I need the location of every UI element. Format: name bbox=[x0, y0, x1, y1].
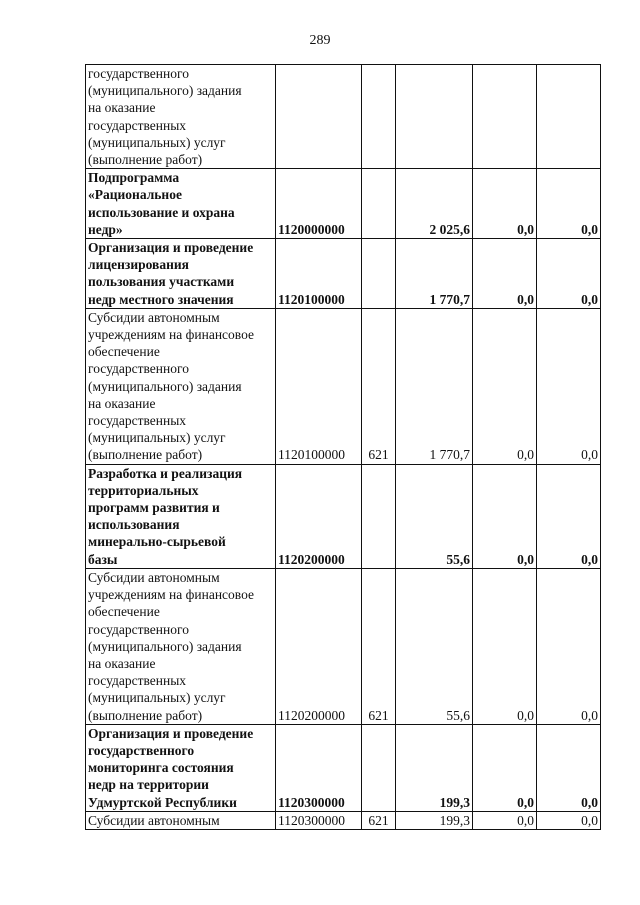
amount-cell-1-text: 55,6 bbox=[446, 707, 470, 723]
amount-cell-1 bbox=[396, 239, 473, 309]
amount-cell-1-text: 1 770,7 bbox=[429, 291, 470, 307]
amount-cell-3 bbox=[537, 239, 601, 309]
row-name-cell-text: Разработка и реализация территориальных программ развития и использования минерально-сырьевой базы bbox=[88, 465, 243, 567]
expense-type-cell-text: 621 bbox=[368, 707, 389, 723]
amount-cell-1-text: 2 025,6 bbox=[429, 221, 470, 237]
row-name-cell bbox=[86, 724, 276, 811]
budget-table bbox=[85, 64, 601, 830]
expense-type-cell bbox=[362, 239, 396, 309]
amount-cell-3-text: 0,0 bbox=[581, 812, 598, 828]
row-name-cell bbox=[86, 65, 276, 169]
expense-type-cell bbox=[362, 464, 396, 568]
amount-cell-2-text: 0,0 bbox=[517, 794, 534, 810]
row-name-cell bbox=[86, 169, 276, 239]
amount-cell-2 bbox=[473, 568, 537, 724]
amount-cell-1-text: 199,3 bbox=[439, 812, 470, 828]
amount-cell-3-text: 0,0 bbox=[581, 707, 598, 723]
amount-cell-2-text: 0,0 bbox=[517, 707, 534, 723]
row-name-cell-text: Организация и проведение государственного мониторинга состояния недр на территории Удмуртской Республики bbox=[88, 725, 254, 810]
row-name-cell-text: Субсидии автономным учреждениям на финансовое обеспечение государственного (муниципального) задания на оказание государственных (муниципальных) услуг (выполнение работ) bbox=[88, 569, 254, 723]
amount-cell-1 bbox=[396, 724, 473, 811]
table-row bbox=[86, 724, 601, 811]
amount-cell-2 bbox=[473, 65, 537, 169]
table-row bbox=[86, 169, 601, 239]
amount-cell-1 bbox=[396, 169, 473, 239]
target-code-cell bbox=[276, 568, 362, 724]
row-name-cell-text: Субсидии автономным bbox=[88, 812, 220, 828]
target-code-cell-text: 1120300000 bbox=[278, 794, 345, 810]
row-name-cell-text: Субсидии автономным учреждениям на финансовое обеспечение государственного (муниципального) задания на оказание государственных (муниципальных) услуг (выполнение работ) bbox=[88, 309, 254, 463]
target-code-cell bbox=[276, 65, 362, 169]
amount-cell-1-text: 199,3 bbox=[439, 794, 470, 810]
target-code-cell-text: 1120200000 bbox=[278, 551, 345, 567]
amount-cell-3 bbox=[537, 811, 601, 829]
row-name-cell bbox=[86, 464, 276, 568]
expense-type-cell bbox=[362, 811, 396, 829]
target-code-cell-text: 1120100000 bbox=[278, 291, 345, 307]
amount-cell-3 bbox=[537, 169, 601, 239]
expense-type-cell-text: 621 bbox=[368, 812, 389, 828]
amount-cell-3 bbox=[537, 308, 601, 464]
row-name-cell-text: Организация и проведение лицензирования пользования участками недр местного значения bbox=[88, 240, 254, 307]
expense-type-cell bbox=[362, 724, 396, 811]
table-row bbox=[86, 811, 601, 829]
budget-table-body bbox=[86, 65, 601, 830]
amount-cell-3-text: 0,0 bbox=[581, 447, 598, 463]
amount-cell-1 bbox=[396, 464, 473, 568]
target-code-cell bbox=[276, 724, 362, 811]
amount-cell-1 bbox=[396, 568, 473, 724]
target-code-cell-text: 1120000000 bbox=[278, 221, 345, 237]
amount-cell-1 bbox=[396, 811, 473, 829]
amount-cell-3 bbox=[537, 464, 601, 568]
target-code-cell bbox=[276, 811, 362, 829]
expense-type-cell bbox=[362, 308, 396, 464]
amount-cell-3 bbox=[537, 568, 601, 724]
table-row bbox=[86, 464, 601, 568]
amount-cell-3 bbox=[537, 724, 601, 811]
table-row bbox=[86, 65, 601, 169]
row-name-cell bbox=[86, 308, 276, 464]
amount-cell-3-text: 0,0 bbox=[581, 794, 598, 810]
amount-cell-3-text: 0,0 bbox=[581, 221, 598, 237]
target-code-cell-text: 1120200000 bbox=[278, 707, 345, 723]
page-number: 289 bbox=[309, 33, 331, 48]
amount-cell-1 bbox=[396, 65, 473, 169]
expense-type-cell bbox=[362, 568, 396, 724]
table-row bbox=[86, 308, 601, 464]
amount-cell-1-text: 55,6 bbox=[446, 551, 470, 567]
expense-type-cell bbox=[362, 65, 396, 169]
target-code-cell bbox=[276, 308, 362, 464]
amount-cell-2-text: 0,0 bbox=[517, 221, 534, 237]
amount-cell-2 bbox=[473, 811, 537, 829]
table-row bbox=[86, 568, 601, 724]
amount-cell-2-text: 0,0 bbox=[517, 291, 534, 307]
row-name-cell-text: государственного (муниципального) задания на оказание государственных (муниципальных) услуг (выполнение работ) bbox=[88, 66, 242, 168]
expense-type-cell bbox=[362, 169, 396, 239]
amount-cell-2 bbox=[473, 239, 537, 309]
row-name-cell bbox=[86, 811, 276, 829]
table-row bbox=[86, 239, 601, 309]
row-name-cell-text: Подпрограмма «Рациональное использование и охрана недр» bbox=[88, 170, 235, 237]
target-code-cell bbox=[276, 239, 362, 309]
amount-cell-2-text: 0,0 bbox=[517, 551, 534, 567]
amount-cell-2 bbox=[473, 464, 537, 568]
amount-cell-3-text: 0,0 bbox=[581, 291, 598, 307]
row-name-cell bbox=[86, 568, 276, 724]
amount-cell-2-text: 0,0 bbox=[517, 812, 534, 828]
target-code-cell-text: 1120300000 bbox=[278, 812, 345, 828]
amount-cell-3-text: 0,0 bbox=[581, 551, 598, 567]
amount-cell-2-text: 0,0 bbox=[517, 447, 534, 463]
target-code-cell-text: 1120100000 bbox=[278, 447, 345, 463]
target-code-cell bbox=[276, 464, 362, 568]
amount-cell-2 bbox=[473, 169, 537, 239]
amount-cell-2 bbox=[473, 308, 537, 464]
amount-cell-1-text: 1 770,7 bbox=[429, 447, 470, 463]
amount-cell-2 bbox=[473, 724, 537, 811]
row-name-cell bbox=[86, 239, 276, 309]
expense-type-cell-text: 621 bbox=[368, 447, 389, 463]
target-code-cell bbox=[276, 169, 362, 239]
amount-cell-3 bbox=[537, 65, 601, 169]
amount-cell-1 bbox=[396, 308, 473, 464]
